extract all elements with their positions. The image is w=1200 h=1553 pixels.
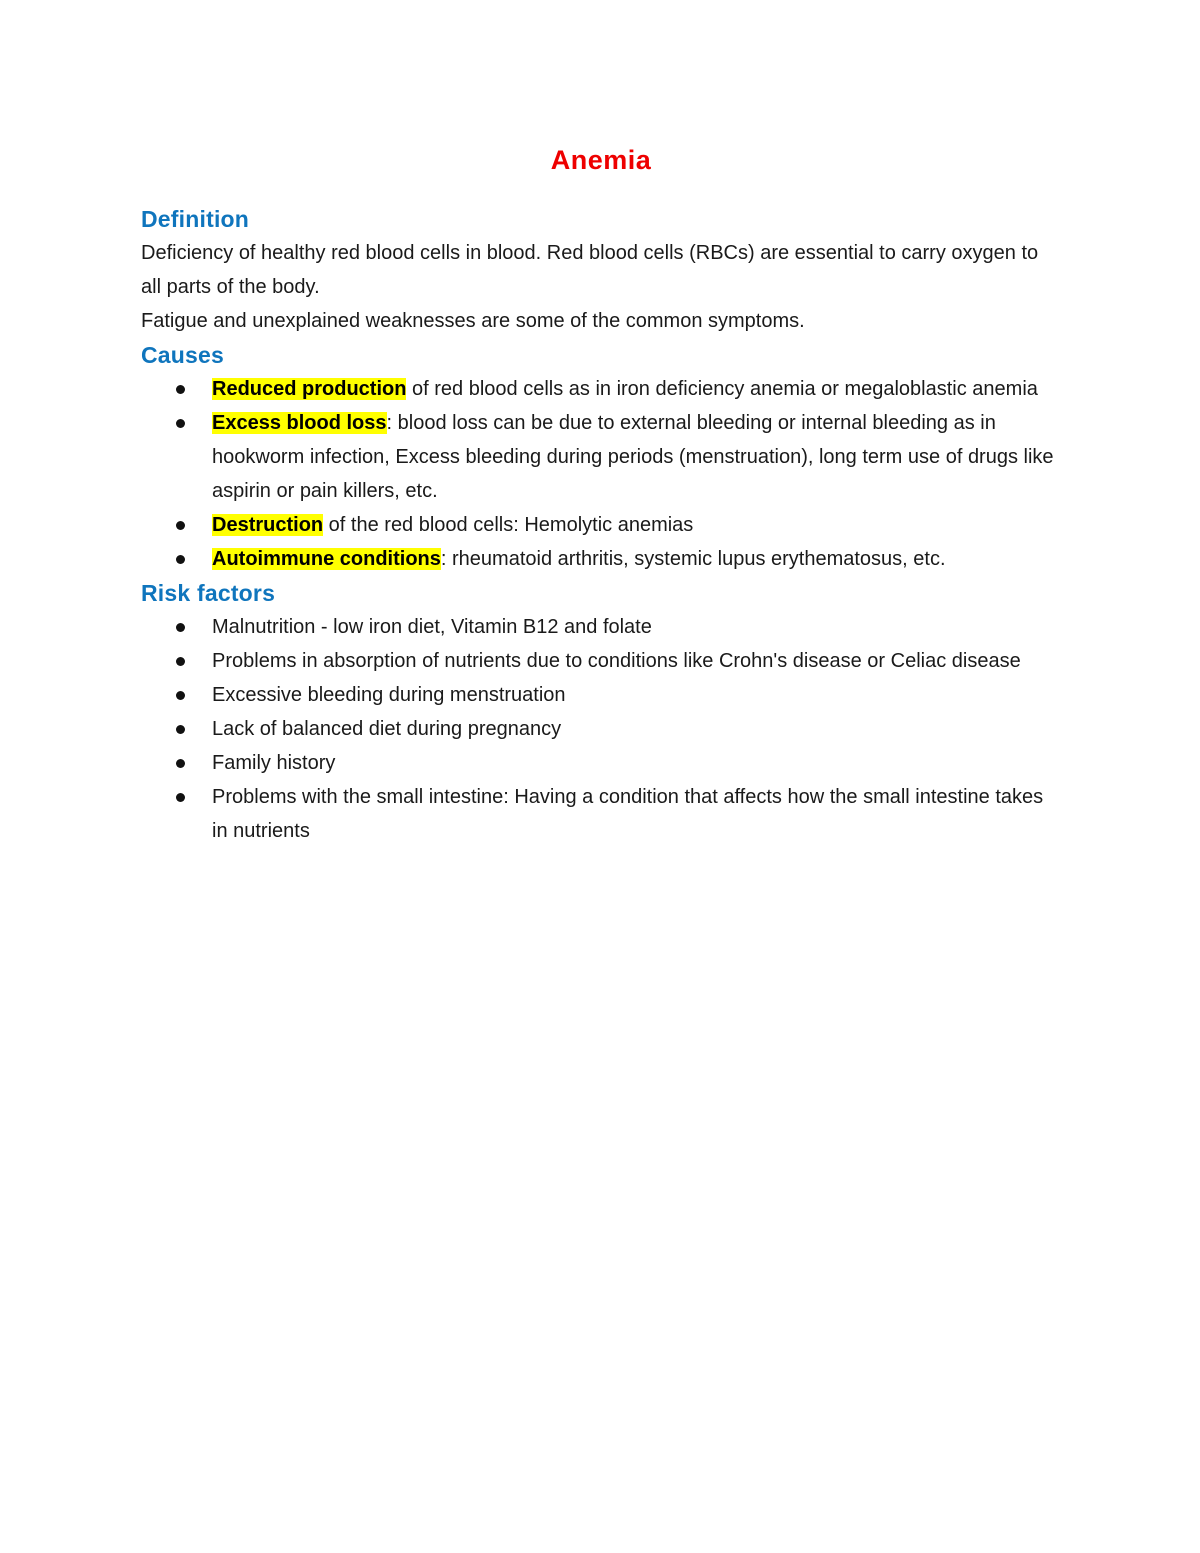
cause-text: of the red blood cells: Hemolytic anemias: [323, 514, 694, 536]
bullet-icon: [176, 691, 185, 700]
bullet-icon: [176, 725, 185, 734]
definition-heading: Definition: [141, 206, 250, 232]
risk-factors-heading: Risk factors: [141, 580, 276, 606]
risk-factor-text: Family history: [212, 752, 336, 774]
risk-factor-item: [141, 780, 1061, 848]
document-title: Anemia: [550, 145, 652, 175]
cause-term-highlight: Excess blood loss: [212, 412, 387, 434]
risk-factor-item: [141, 712, 1061, 746]
bullet-icon: [176, 385, 185, 394]
bullet-icon: [176, 623, 185, 632]
bullet-icon: [176, 555, 185, 564]
cause-item: [141, 406, 1061, 508]
cause-item: [141, 372, 1061, 406]
definition-paragraph-1: Deficiency of healthy red blood cells in blood. Red blood cells (RBCs) are essential to carry oxygen to all parts of the body.: [141, 242, 1039, 298]
cause-item: [141, 508, 1061, 542]
cause-term-highlight: Reduced production: [212, 378, 407, 400]
risk-factors-list: [141, 610, 1061, 848]
cause-term-highlight: Autoimmune conditions: [212, 548, 441, 570]
risk-factor-text: Problems in absorption of nutrients due to conditions like Crohn's disease or Celiac disease: [212, 650, 1021, 672]
risk-factor-text: Lack of balanced diet during pregnancy: [212, 718, 562, 740]
document-body: [141, 140, 1061, 848]
bullet-icon: [176, 419, 185, 428]
cause-text: of red blood cells as in iron deficiency anemia or megaloblastic anemia: [406, 378, 1038, 400]
cause-text: : rheumatoid arthritis, systemic lupus erythematosus, etc.: [440, 548, 946, 570]
bullet-icon: [176, 793, 185, 802]
cause-term-highlight: Destruction: [212, 514, 324, 536]
causes-list: [141, 372, 1061, 576]
causes-heading: Causes: [141, 342, 225, 368]
risk-factor-item: [141, 746, 1061, 780]
risk-factor-text: Problems with the small intestine: Having a condition that affects how the small intestine takes in nutrients: [212, 786, 1044, 842]
risk-factor-text: Excessive bleeding during menstruation: [212, 684, 566, 706]
cause-text: : blood loss can be due to external bleeding or internal bleeding as in hookworm infection, Excess bleeding during periods (menstruation), long term use of drugs like aspirin or pain killers, etc.: [212, 412, 1054, 502]
cause-item: [141, 542, 1061, 576]
risk-factor-text: Malnutrition - low iron diet, Vitamin B12 and folate: [212, 616, 652, 638]
definition-paragraph-2: Fatigue and unexplained weaknesses are some of the common symptoms.: [141, 310, 805, 332]
risk-factor-item: [141, 610, 1061, 644]
bullet-icon: [176, 759, 185, 768]
risk-factor-item: [141, 678, 1061, 712]
bullet-icon: [176, 521, 185, 530]
bullet-icon: [176, 657, 185, 666]
risk-factor-item: [141, 644, 1061, 678]
